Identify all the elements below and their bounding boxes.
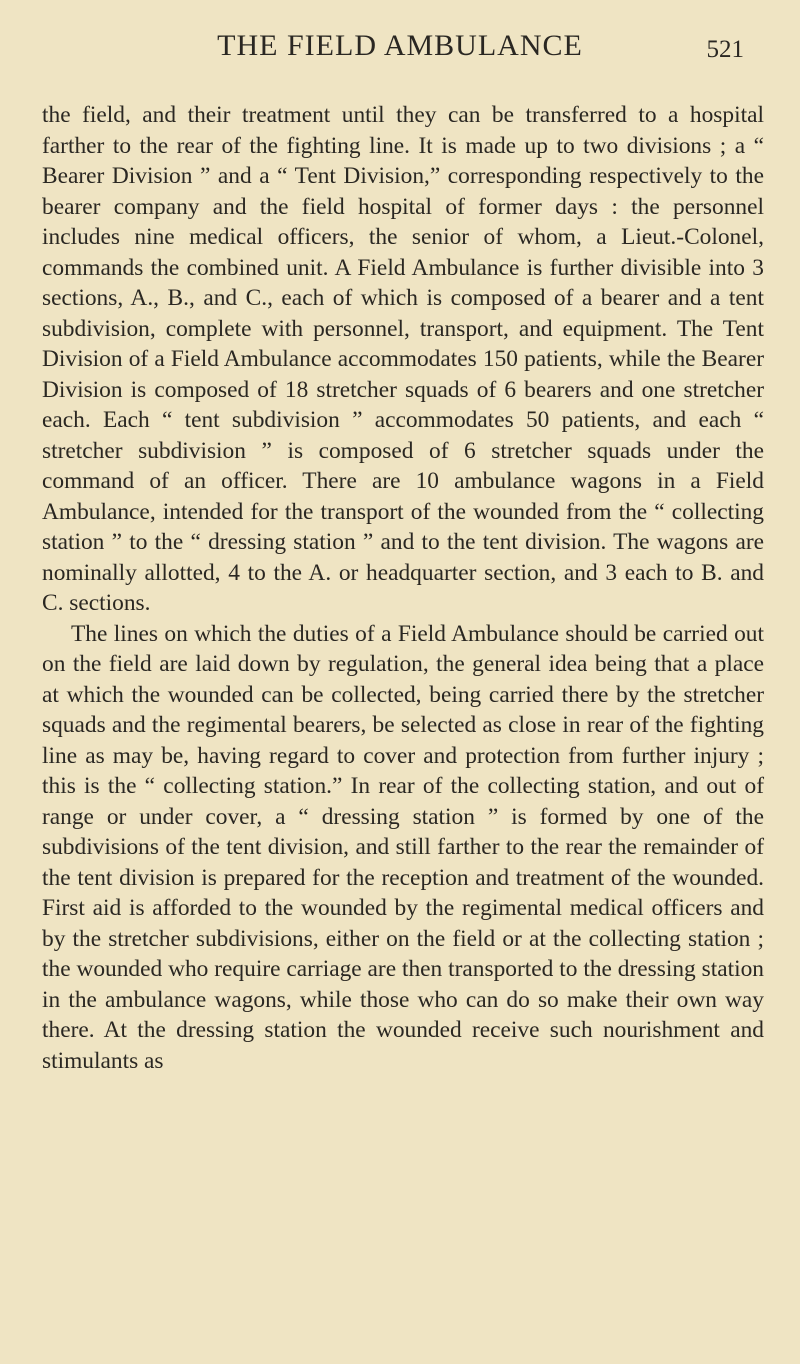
paragraph: the field, and their treatment until they can be transferred to a hospital farther to the rear of the fighting line. It is made up to two divisions ; a “ Bearer Division ” and a “ Tent Division,” corresponding respectively to the bearer company and the field hospital of former days : the personnel includes nine medical officers, the senior of whom, a Lieut.-Colonel, commands the combined unit. A Field Ambulance is further divisible into 3 sections, A., B., and C., each of which is composed of a bearer and a tent subdivision, complete with personnel, transport, and equipment. The Tent Division of a Field Ambulance accommodates 150 patients, while the Bearer Division is composed of 18 stretcher squads of 6 bearers and one stretcher each. Each “ tent subdivision ” accommodates 50 patients, and each “ stretcher subdivision ” is composed of 6 stretcher squads under the command of an officer. There are 10 ambulance wagons in a Field Ambulance, intended for the transport of the wounded from the “ collecting station ” to the “ dressing station ” and to the tent division. The wagons are nominally allotted, 4 to the A. or headquarter section, and 3 each to B. and C. sections. [42,102,764,616]
paragraph: The lines on which the duties of a Field Ambulance should be carried out on the field are laid down by regulation, the general idea being that a place at which the wounded can be collected, being carried there by the stretcher squads and the regimental bearers, be selected as close in rear of the fighting line as may be, having regard to cover and protection from further injury ; this is the “ collecting station.” In rear of the collecting station, and out of range or under cover, a “ dressing station ” is formed by one of the subdivisions of the tent division, and still farther to the rear the remainder of the tent division is prepared for the reception and treatment of the wounded. First aid is afforded to the wounded by the regimental medical officers and by the stretcher subdivisions, either on the field or at the collecting station ; the wounded who require carriage are then transported to the dressing station in the ambulance wagons, while those who can do so make their own way there. At the dressing station the wounded receive such nourishment and stimulants as [42,620,764,1074]
page-number: 521 [706,36,744,63]
running-title: THE FIELD AMBULANCE [217,29,583,62]
running-head [0,26,800,66]
body-text [42,100,764,1076]
